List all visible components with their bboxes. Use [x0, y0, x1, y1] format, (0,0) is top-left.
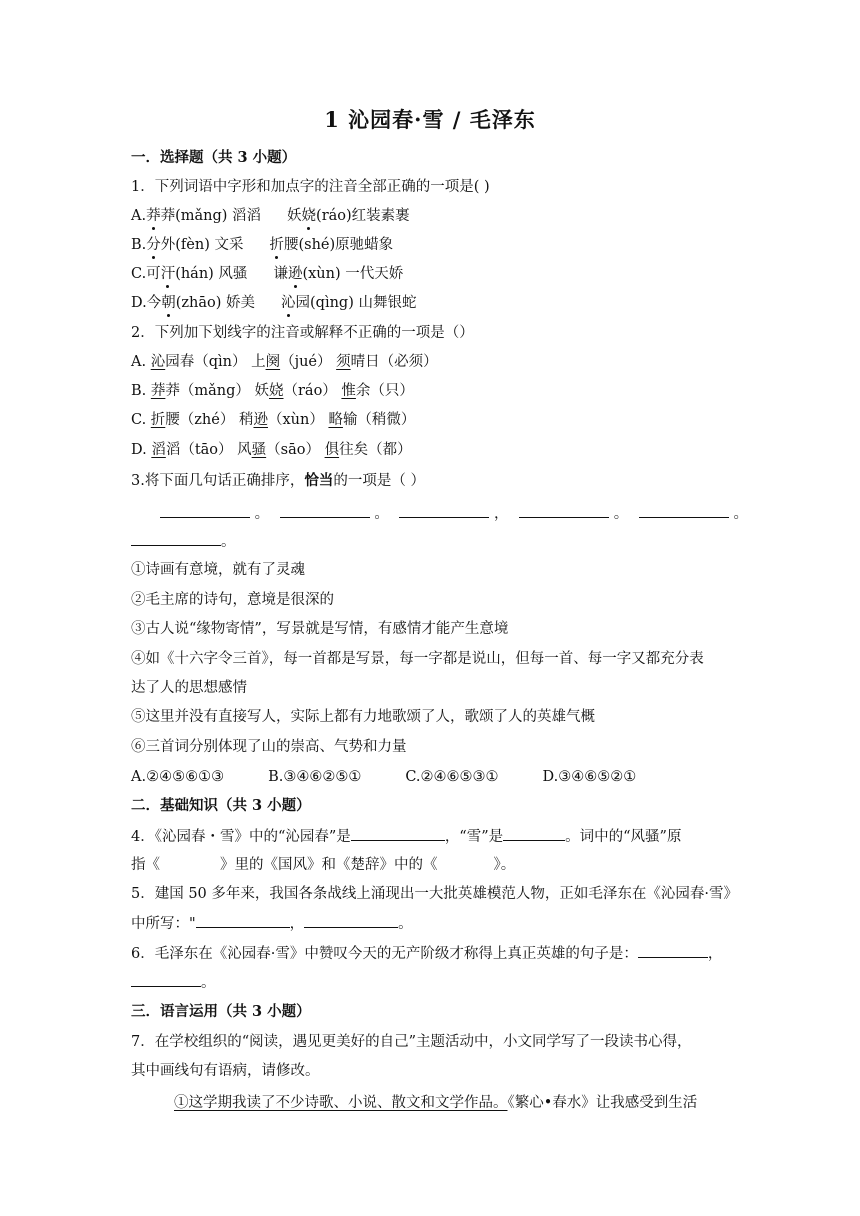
q2-option-c: C. 折腰（zhé） 稍逊（xùn） 略输（稍微） [131, 412, 416, 428]
q3-sentence-4-cont: 达了人的思想感情 [131, 680, 247, 696]
q7-passage: ①这学期我读了不少诗歌、小说、散文和文学作品。《繁心•春水》让我感受到生活 [174, 1095, 698, 1111]
q5-blank-2[interactable] [304, 913, 398, 928]
q3-options: A.②④⑤⑥①③ B.③④⑥②⑤① C.②④⑥⑤③① D.③④⑥⑤②① [131, 769, 637, 785]
section-heading-usage: 三．语言运用（共 3 小题） [131, 1003, 311, 1020]
q3-sentence-3: ③古人说“缘物寄情”，写景就是写情，有感情才能产生意境 [131, 621, 509, 637]
q6-blank-1[interactable] [638, 943, 708, 958]
q4-blank-2[interactable] [503, 826, 565, 841]
q2-option-a: A. 沁园春（qìn） 上阕（jué） 须晴日（必须） [131, 354, 438, 370]
q3-sentence-4: ④如《十六字令三首》，每一首都是写景，每一字都是说山，但每一首、每一字又都充分表 [131, 651, 704, 667]
blank-6[interactable] [131, 531, 221, 546]
blank-2[interactable] [280, 503, 370, 518]
blank-5[interactable] [639, 503, 729, 518]
q4-line-2: 指《 》里的《国风》和《楚辞》中的《 》。 [131, 857, 516, 873]
q1-option-b: B.分外(fèn) 文采 折腰(shé)原驰蜡象 [131, 237, 394, 253]
q3-answer-blank-last: 。 [131, 531, 236, 552]
q4-blank-1[interactable] [351, 826, 445, 841]
blank-4[interactable] [519, 503, 609, 518]
q3-sentence-5: ⑤这里并没有直接写人，实际上都有力地歌颂了人，歌颂了人的英雄气概 [131, 709, 595, 725]
q1-option-d: D.今朝(zhāo) 娇美 沁园(qìng) 山舞银蛇 [131, 295, 417, 311]
q1-option-a: A.莽莽(mǎng) 滔滔 妖娆(ráo)红装素裹 [131, 208, 410, 224]
q3-answer-blanks: 。 。 ， 。 。 [160, 503, 748, 524]
underlined-sentence: 这学期我读了不少诗歌、小说、散文和文学作品。 [188, 1095, 508, 1111]
q5-blank-1[interactable] [196, 913, 290, 928]
q3-sentence-6: ⑥三首词分别体现了山的崇高、气势和力量 [131, 739, 407, 755]
q6-line-1: 6．毛泽东在《沁园春·雪》中赞叹今天的无产阶级才称得上真正英雄的句子是： ， [131, 943, 722, 964]
section-heading-basics: 二．基础知识（共 3 小题） [131, 797, 311, 814]
section-heading-choice: 一．选择题（共 3 小题） [131, 149, 297, 166]
q2-option-b: B. 莽莽（mǎng） 妖娆（ráo） 惟余（只） [131, 383, 414, 399]
q6-line-2: 。 [131, 972, 216, 993]
q7-line-2: 其中画线句有语病，请修改。 [131, 1063, 320, 1079]
q2-option-d: D. 滔滔（tāo） 风骚（sāo） 俱往矣（都） [131, 442, 412, 458]
q7-line-1: 7．在学校组织的“阅读，遇见更美好的自己”主题活动中，小文同学写了一段读书心得， [131, 1034, 692, 1050]
page-title: 1 沁园春·雪 / 毛泽东 [324, 107, 536, 132]
blank-1[interactable] [160, 503, 250, 518]
q4-line-1: 4．《沁园春・雪》中的“沁园春”是 ，“雪”是 。词中的“风骚”原 [131, 826, 681, 847]
q3-sentence-2: ②毛主席的诗句，意境是很深的 [131, 592, 334, 608]
q3-stem: 3.将下面几句话正确排序，恰当的一项是（ ） [131, 472, 425, 489]
circled-one: ① [174, 1095, 189, 1111]
q5-line-1: 5．建国 50 多年来，我国各条战线上涌现出一大批英雄模范人物，正如毛泽东在《沁园春·雪》 [131, 886, 738, 902]
q1-stem: 1．下列词语中字形和加点字的注音全部正确的一项是( ) [131, 179, 490, 195]
q5-line-2: 中所写：" ， 。 [131, 913, 413, 934]
q6-blank-2[interactable] [131, 972, 201, 987]
q1-option-c: C.可汗(hán) 风骚 谦逊(xùn) 一代天娇 [131, 266, 404, 282]
q2-stem: 2．下列加下划线字的注音或解释不正确的一项是（） [131, 325, 474, 341]
q3-sentence-1: ①诗画有意境，就有了灵魂 [131, 562, 305, 578]
blank-3[interactable] [399, 503, 489, 518]
